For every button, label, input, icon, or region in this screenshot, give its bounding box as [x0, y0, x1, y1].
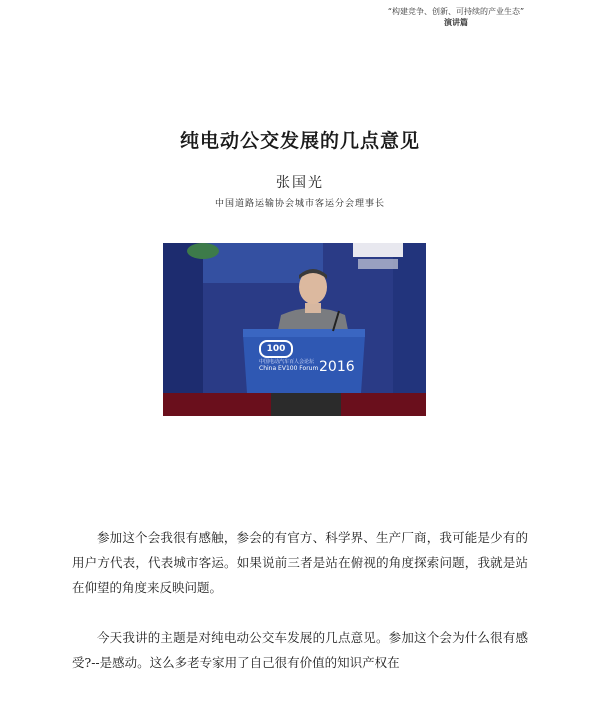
speaker-photo [163, 243, 426, 416]
running-header [356, 6, 556, 28]
body-paragraph-2 [72, 625, 528, 675]
podium-caption-english: China EV100 Forum [259, 365, 319, 372]
podium-year: 2016 [319, 359, 355, 375]
paragraph-text: 今天我讲的主题是对纯电动公交车发展的几点意见。参加这个会为什么很有感受?--是感动。这么多老专家用了自己很有价值的知识产权在 [72, 630, 528, 670]
paragraph-text: 参加这个会我很有感触，参会的有官方、科学界、生产厂商，我可能是少有的用户方代表，代表城市客运。如果说前三者是站在俯视的角度探索问题，我就是站在仰望的角度来反映问题。 [72, 530, 528, 595]
podium-logo: 100 [259, 340, 293, 358]
article-title: 纯电动公交发展的几点意见 [179, 130, 420, 152]
podium-caption-chinese: 中国电动汽车百人会论坛 [259, 359, 315, 365]
series-title: “构建竞争、创新、可持续的产业生态” [387, 7, 525, 16]
author-name: 张国光 [276, 175, 324, 191]
section-label: 演讲篇 [444, 18, 468, 27]
body-paragraph-1 [72, 525, 528, 600]
author-affiliation: 中国道路运输协会城市客运分会理事长 [214, 199, 385, 209]
